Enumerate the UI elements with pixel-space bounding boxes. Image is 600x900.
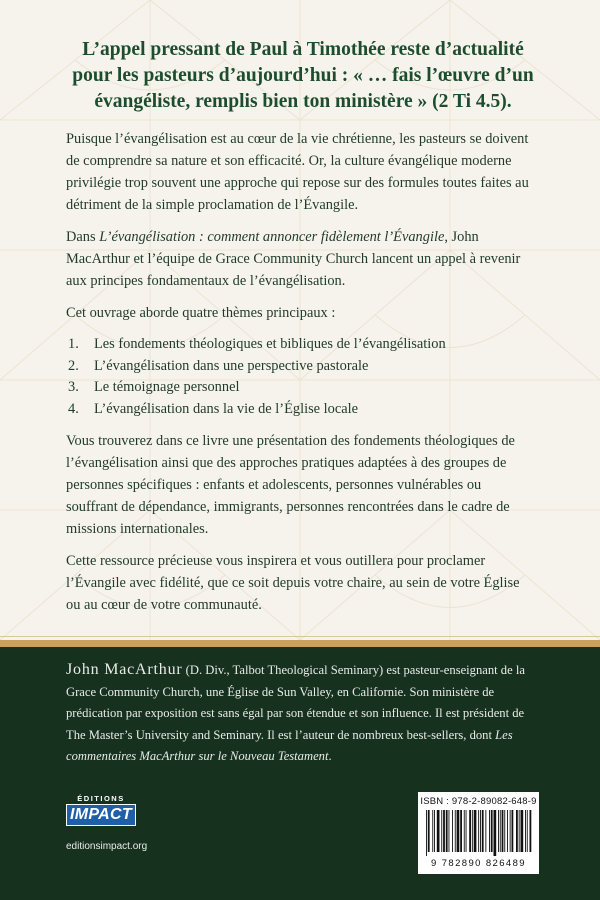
paragraph-2 [66, 226, 536, 292]
barcode-bar [527, 810, 528, 852]
barcode-bar [500, 810, 501, 852]
barcode-bar [512, 810, 514, 852]
list-item-number: 3. [68, 379, 79, 396]
barcode-bar [466, 810, 467, 852]
barcode-bar [504, 810, 505, 852]
barcode-bar [455, 810, 456, 852]
barcode-bar [516, 810, 518, 852]
paragraph-3: Vous trouverez dans ce livre une présentation des fondements théologiques de l’évangélisation ainsi que des approches pratiques adaptées à des groupes de personnes spécifiques : enfants et adolescents, personnes vulnérables ou souffrant de dépendance, immigrants, personnes rencontrées dans le cadre de missions internationales. [66, 433, 515, 538]
list-item [66, 399, 536, 421]
barcode-bar [460, 810, 462, 852]
barcode-bar [446, 810, 448, 852]
bio-end: . [328, 749, 332, 764]
author-name: John MacArthur [66, 661, 183, 678]
author-panel [0, 647, 600, 900]
barcode-bar [491, 810, 493, 852]
logo-top-text: ÉDITIONS [77, 794, 125, 803]
list-intro: Cet ouvrage aborde quatre thèmes principaux : [66, 305, 336, 321]
barcode-bar [437, 810, 440, 852]
barcode-bar [507, 810, 508, 852]
description [66, 128, 536, 626]
book-title: L’évangélisation : comment annoncer fidèlement l’Évangile [99, 229, 445, 245]
barcode-bar [521, 810, 524, 852]
barcode-bar [452, 810, 453, 852]
barcode-bar [482, 810, 484, 852]
barcode-bar [434, 810, 435, 852]
barcode-bar [489, 810, 490, 852]
bio-book-title: Les commentaires MacArthur sur le Nouveau Testament [66, 727, 513, 764]
barcode-bar [449, 810, 450, 852]
paragraph-2-prefix: Dans [66, 229, 100, 245]
barcode-bar [519, 810, 520, 852]
barcode-bar [426, 810, 427, 856]
barcode-bar [480, 810, 481, 852]
barcode-bar [443, 810, 445, 852]
barcode-bar [502, 810, 504, 852]
paragraph-4: Cette ressource précieuse vous inspirera et vous outillera pour proclamer l’Évangile avec fidélité, que ce soit depuis votre chaire, au sein de votre Église ou au cœur de votre communauté. [66, 553, 520, 614]
barcode-bar [469, 810, 471, 852]
author-bio [66, 659, 536, 768]
bio-text: (D. Div., Talbot Theological Seminary) est pasteur-enseignant de la Grace Community Church, une Église de Sun Valley, en Californie. Son ministère de prédication par exposition est sans égal par son étendue et son influence. Il est président de The Master’s University and Seminary. Il est l’auteur de nombreux best-sellers, dont [66, 663, 525, 742]
barcode-bar [478, 810, 479, 852]
barcode-bar [494, 810, 497, 856]
headline: L’appel pressant de Paul à Timothée reste d’actualité pour les pasteurs d’aujourd’hui : « … fais l’œuvre d’un évangéliste, remplis bien ton ministère » (2 Ti 4.5). [72, 39, 534, 112]
barcode-bar [428, 810, 430, 852]
logo-main-text: IMPACT [66, 804, 136, 826]
list-item [66, 377, 536, 399]
gold-divider [0, 640, 600, 647]
barcode-bar [457, 810, 460, 852]
isbn-label: ISBN : 978-2-89082-648-9 [420, 796, 537, 807]
list-item-text: Le témoignage personnel [94, 379, 240, 396]
barcode-bar [525, 810, 526, 852]
paragraph-2-suffix: , John MacArthur et l’équipe de Grace Community Church lancent un appel à revenir aux principes fondamentaux de l’évangélisation. [66, 229, 521, 289]
barcode-bar [472, 810, 473, 852]
list-item-text: L’évangélisation dans une perspective pastorale [94, 357, 369, 374]
list-item-number: 1. [68, 336, 79, 352]
barcode-bar [441, 810, 442, 852]
barcode-bar [485, 810, 486, 852]
list-item-text: L’évangélisation dans la vie de l’Église locale [94, 400, 359, 417]
list-item-text: Les fondements théologiques et bibliques de l’évangélisation [94, 336, 446, 352]
barcode [418, 792, 539, 874]
publisher-website: editionsimpact.org [66, 841, 148, 852]
divider-line [0, 636, 600, 637]
barcode-bars [424, 810, 534, 856]
paragraph-1: Puisque l’évangélisation est au cœur de la vie chrétienne, les pasteurs se doivent de comprendre sa nature et son efficacité. Or, la culture évangélique moderne privilégie trop souvent une approche qui repose sur des formules toutes faites au détriment de la simple proclamation de l’Évangile. [66, 131, 529, 213]
barcode-bar [464, 810, 465, 852]
barcode-bar [474, 810, 477, 852]
barcode-bar [498, 810, 499, 852]
barcode-bar [510, 810, 511, 852]
publisher-logo [66, 794, 136, 828]
barcode-bar [530, 810, 532, 852]
barcode-bar [432, 810, 433, 852]
list-item [66, 356, 536, 378]
list-item [66, 334, 536, 356]
barcode-digits: 9 782890 826489 [431, 858, 526, 869]
list-item-number: 4. [68, 400, 79, 417]
list-item-number: 2. [68, 357, 79, 374]
themes-list [66, 334, 536, 420]
